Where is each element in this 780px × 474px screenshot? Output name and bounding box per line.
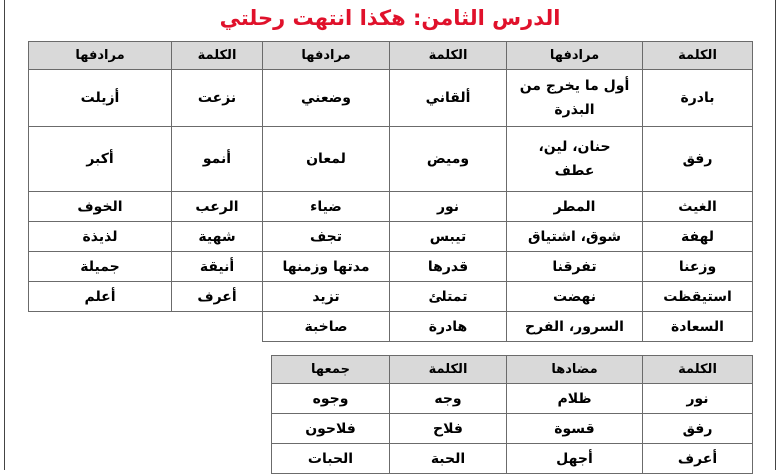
table-row (29, 127, 753, 192)
table-cell: السعادة (643, 312, 753, 342)
table-cell: الحبات (272, 444, 390, 474)
table-cell: ألقاني (390, 70, 507, 127)
table-header-row (272, 356, 753, 384)
table-cell: تجف (263, 222, 390, 252)
table-cell: قسوة (507, 414, 643, 444)
table-row (29, 192, 753, 222)
table-cell: وجوه (272, 384, 390, 414)
table-row (29, 282, 753, 312)
table-cell: الخوف (29, 192, 172, 222)
header-synonym: مرادفها (29, 42, 172, 70)
table-cell: أجهل (507, 444, 643, 474)
table-cell: رفق (643, 414, 753, 444)
table-cell: الغيث (643, 192, 753, 222)
table-cell: استيقظت (643, 282, 753, 312)
table-cell: أكبر (29, 127, 172, 192)
table-cell: تيبس (390, 222, 507, 252)
table-cell: شوق، اشتياق (507, 222, 643, 252)
table-cell: نهضت (507, 282, 643, 312)
header-synonym: مرادفها (507, 42, 643, 70)
table-row (272, 414, 753, 444)
table-cell: وجه (390, 384, 507, 414)
table-cell: المطر (507, 192, 643, 222)
table-cell: جميلة (29, 252, 172, 282)
antonyms-plurals-table (271, 355, 753, 474)
table-row (272, 444, 753, 474)
header-antonym: مضادها (507, 356, 643, 384)
table-cell: صاخبة (263, 312, 390, 342)
table-cell: لهفة (643, 222, 753, 252)
table-cell: نزعت (172, 70, 263, 127)
header-word: الكلمة (172, 42, 263, 70)
table-cell: ظلام (507, 384, 643, 414)
table-cell: أنيقة (172, 252, 263, 282)
header-word: الكلمة (643, 42, 753, 70)
header-word: الكلمة (390, 42, 507, 70)
table-cell: مدتها وزمنها (263, 252, 390, 282)
table-cell: شهية (172, 222, 263, 252)
table-row (29, 222, 753, 252)
table-cell: حنان، لين، عطف (507, 127, 643, 192)
table-cell: أزيلت (29, 70, 172, 127)
table-cell: الحبة (390, 444, 507, 474)
table-cell: رفق (643, 127, 753, 192)
table-cell: أعرف (643, 444, 753, 474)
table-row (29, 70, 753, 127)
table-header-row (29, 42, 753, 70)
table-cell: بادرة (643, 70, 753, 127)
table-row (29, 252, 753, 282)
table-cell-empty (172, 312, 263, 342)
table-cell: تزيد (263, 282, 390, 312)
table-cell-empty (29, 312, 172, 342)
header-word: الكلمة (643, 356, 753, 384)
table-cell: ضياء (263, 192, 390, 222)
header-word: الكلمة (390, 356, 507, 384)
table-cell: هادرة (390, 312, 507, 342)
table-cell: وميض (390, 127, 507, 192)
table-cell: أنمو (172, 127, 263, 192)
table-cell: السرور، الفرح (507, 312, 643, 342)
table-cell: أعرف (172, 282, 263, 312)
table-cell: وزعنا (643, 252, 753, 282)
synonyms-table (28, 41, 753, 342)
table-cell: أعلم (29, 282, 172, 312)
table-row (272, 384, 753, 414)
table-cell: لذيذة (29, 222, 172, 252)
table-cell: تمتلئ (390, 282, 507, 312)
header-plural: جمعها (272, 356, 390, 384)
table-row (29, 312, 753, 342)
table-cell: نور (390, 192, 507, 222)
table-cell: نور (643, 384, 753, 414)
lesson-title: الدرس الثامن: هكذا انتهت رحلتي (219, 6, 561, 30)
table-cell: فلاحون (272, 414, 390, 444)
table-cell: تفرقنا (507, 252, 643, 282)
table-cell: وضعني (263, 70, 390, 127)
header-synonym: مرادفها (263, 42, 390, 70)
table-cell: الرعب (172, 192, 263, 222)
table-cell: أول ما يخرج من البذرة (507, 70, 643, 127)
table-cell: لمعان (263, 127, 390, 192)
table-cell: قدرها (390, 252, 507, 282)
table-cell: فلاح (390, 414, 507, 444)
